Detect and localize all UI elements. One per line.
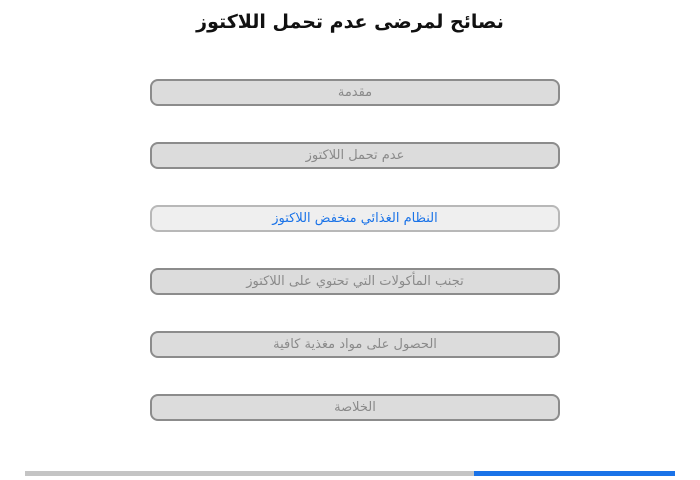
page-title: نصائح لمرضى عدم تحمل اللاكتوز (196, 11, 504, 33)
menu-item-lactose-intolerance[interactable]: عدم تحمل اللاكتوز (150, 142, 560, 169)
section-menu (150, 79, 560, 457)
progress-bar (25, 471, 675, 476)
progress-bar-fill (474, 471, 676, 476)
menu-item-low-lactose-diet[interactable]: النظام الغذائي منخفض اللاكتوز (150, 205, 560, 232)
menu-item-conclusion[interactable]: الخلاصة (150, 394, 560, 421)
menu-item-adequate-nutrients[interactable]: الحصول على مواد مغذية كافية (150, 331, 560, 358)
menu-item-introduction[interactable]: مقدمة (150, 79, 560, 106)
menu-item-avoid-lactose-foods[interactable]: تجنب المأكولات التي تحتوي على اللاكتوز (150, 268, 560, 295)
